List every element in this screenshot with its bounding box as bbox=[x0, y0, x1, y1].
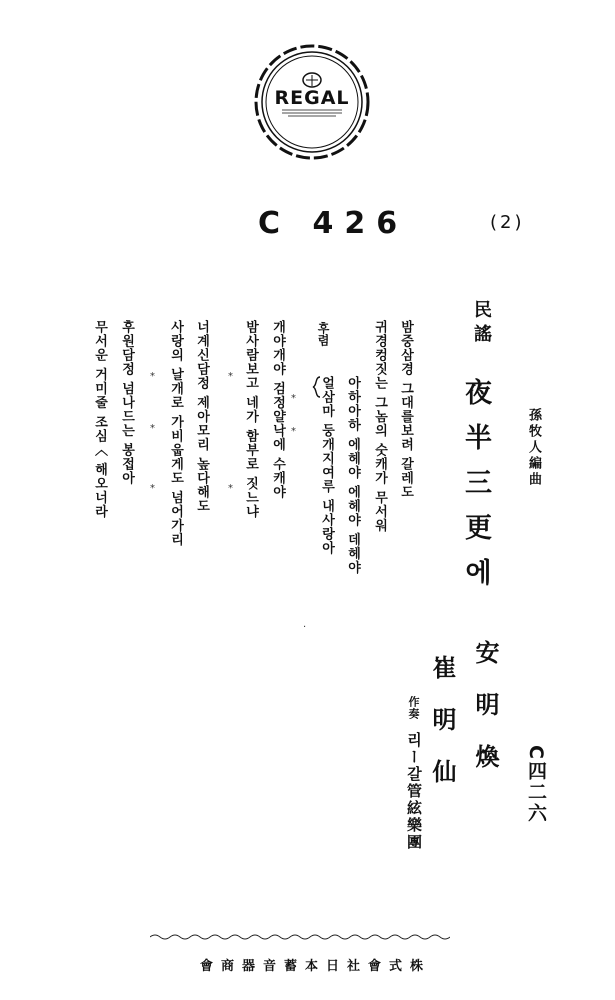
genre-label: 民謠 bbox=[471, 300, 492, 348]
publisher-footer: 株式會社日本蓄音器商會 bbox=[200, 959, 432, 974]
chorus-tag: 후렴 bbox=[316, 322, 330, 346]
singer-name: 崔明仙 bbox=[428, 655, 457, 811]
singer-name: 安明煥 bbox=[471, 640, 500, 796]
lyric-line: 밤중삼경 그대를보려 갈레도 bbox=[398, 320, 413, 500]
asterisk-mark: ⁎ bbox=[150, 368, 155, 379]
brand-name: REGAL bbox=[274, 87, 350, 109]
lyric-line: 얼삼마 둥개지여루 내사랑아 bbox=[319, 376, 334, 556]
song-title: 夜半三更에 bbox=[460, 378, 491, 603]
asterisk-mark: ⁎ bbox=[150, 480, 155, 491]
lyric-line: 아하아하 에헤야 에헤야 데헤야 bbox=[345, 376, 360, 575]
lyric-line: 귀경컹짓는 그놈의 숫캐가 무서워 bbox=[372, 320, 387, 533]
lyric-line: 무서운 거미줄 조심〈 해오너라 bbox=[92, 320, 107, 519]
lyric-line: 후원담정 넘나드는 봉접아 bbox=[119, 320, 134, 486]
asterisk-mark: ⁎ bbox=[228, 480, 233, 491]
lyric-line: 사랑의 날개로 가비웁게도 넘어가리 bbox=[168, 320, 183, 547]
dot-mark: · bbox=[303, 622, 307, 633]
accompaniment-label: 作奏 bbox=[407, 696, 420, 720]
wavy-divider bbox=[150, 933, 450, 941]
record-number: C 426 bbox=[258, 206, 409, 241]
lyric-line: 개야개야 검정얄낙에 수캐야 bbox=[270, 320, 285, 500]
asterisk-mark: ⁎ bbox=[228, 368, 233, 379]
side-number: (2) bbox=[490, 212, 525, 233]
asterisk-mark: ⁎ bbox=[150, 420, 155, 431]
lyric-line: 너계신담정 제아모리 높다해도 bbox=[194, 320, 209, 514]
asterisk-mark: ⁎ bbox=[291, 423, 296, 434]
lyric-line: 밤사람보고 네가 함부로 짓느냐 bbox=[243, 320, 258, 519]
asterisk-mark: ⁎ bbox=[291, 390, 296, 401]
accompaniment-credit: 리ー갈管絃樂團 bbox=[405, 732, 423, 851]
catalog-number: C四二六 bbox=[525, 745, 547, 824]
arranger-credit: 孫牧人編曲 bbox=[526, 408, 541, 488]
